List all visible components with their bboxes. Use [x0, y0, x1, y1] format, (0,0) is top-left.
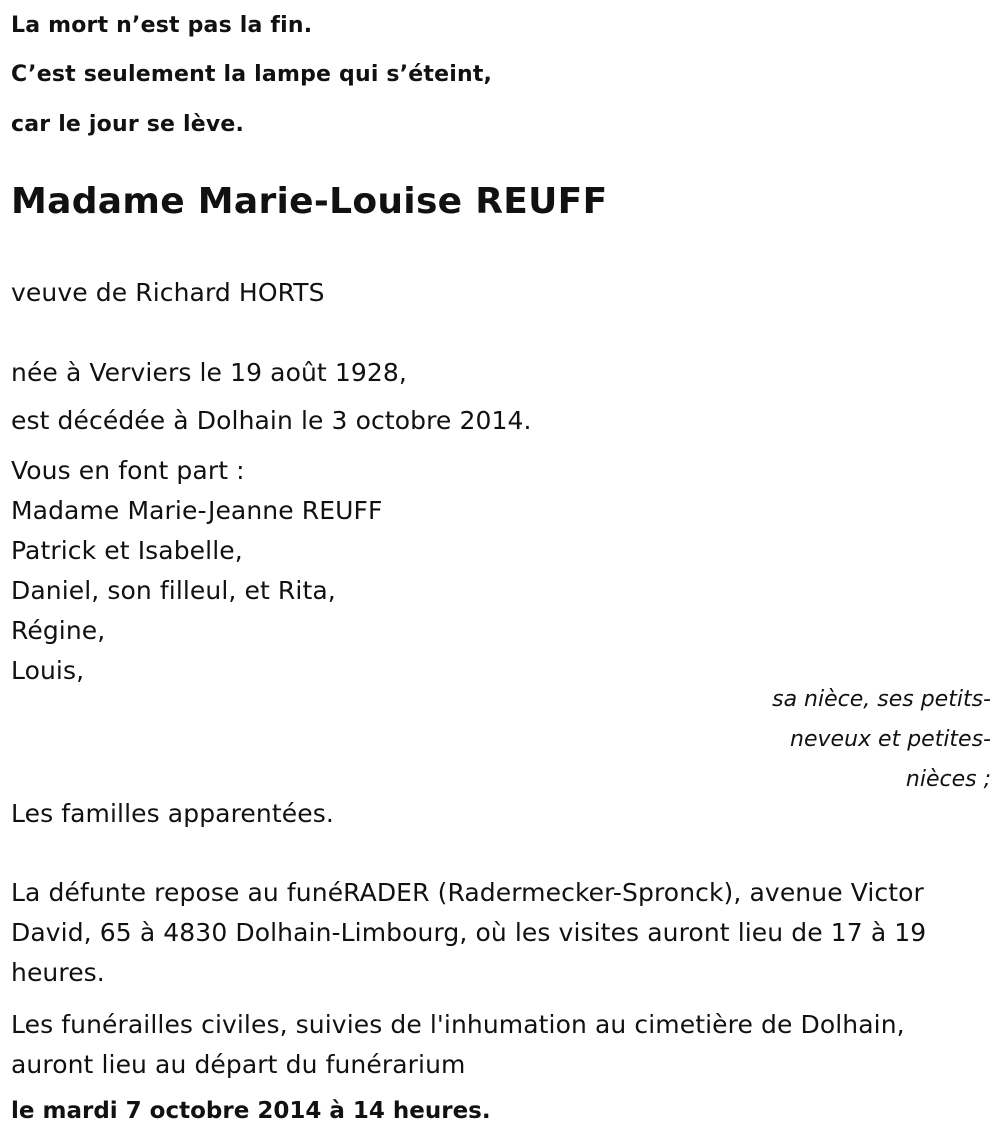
- announcer-5: Louis,: [11, 656, 85, 685]
- related-families: Les familles apparentées.: [11, 799, 334, 828]
- funeral-paragraph: Les funérailles civiles, suivies de l'inhumation au cimetière de Dolhain, auront lieu au départ du funérarium: [11, 1010, 905, 1079]
- announcer-4: Régine,: [11, 616, 106, 645]
- announcer-1: Madame Marie-Jeanne REUFF: [11, 496, 383, 525]
- birth-line: née à Verviers le 19 août 1928,: [11, 358, 407, 387]
- spouse-line: veuve de Richard HORTS: [11, 278, 325, 307]
- funeral-datetime: le mardi 7 octobre 2014 à 14 heures.: [11, 1098, 491, 1124]
- deceased-name: Madame Marie-Louise REUFF: [11, 181, 608, 222]
- announcer-2: Patrick et Isabelle,: [11, 536, 243, 565]
- epigraph-line-3: car le jour se lève.: [11, 112, 245, 137]
- relationship-note: sa nièce, ses petits-neveux et petites-nièces ;: [772, 687, 991, 792]
- epigraph-line-1: La mort n’est pas la fin.: [11, 13, 313, 38]
- announcers-intro: Vous en font part :: [11, 456, 245, 485]
- epigraph-line-2: C’est seulement la lampe qui s’éteint,: [11, 62, 493, 87]
- obituary-notice: [11, 0, 991, 1144]
- death-line: est décédée à Dolhain le 3 octobre 2014.: [11, 406, 532, 435]
- announcer-3: Daniel, son filleul, et Rita,: [11, 576, 336, 605]
- repose-paragraph: La défunte repose au funéRADER (Radermecker-Spronck), avenue Victor David, 65 à 4830 Dolhain-Limbourg, où les visites auront lieu de 17 à 19 heures.: [11, 878, 927, 987]
